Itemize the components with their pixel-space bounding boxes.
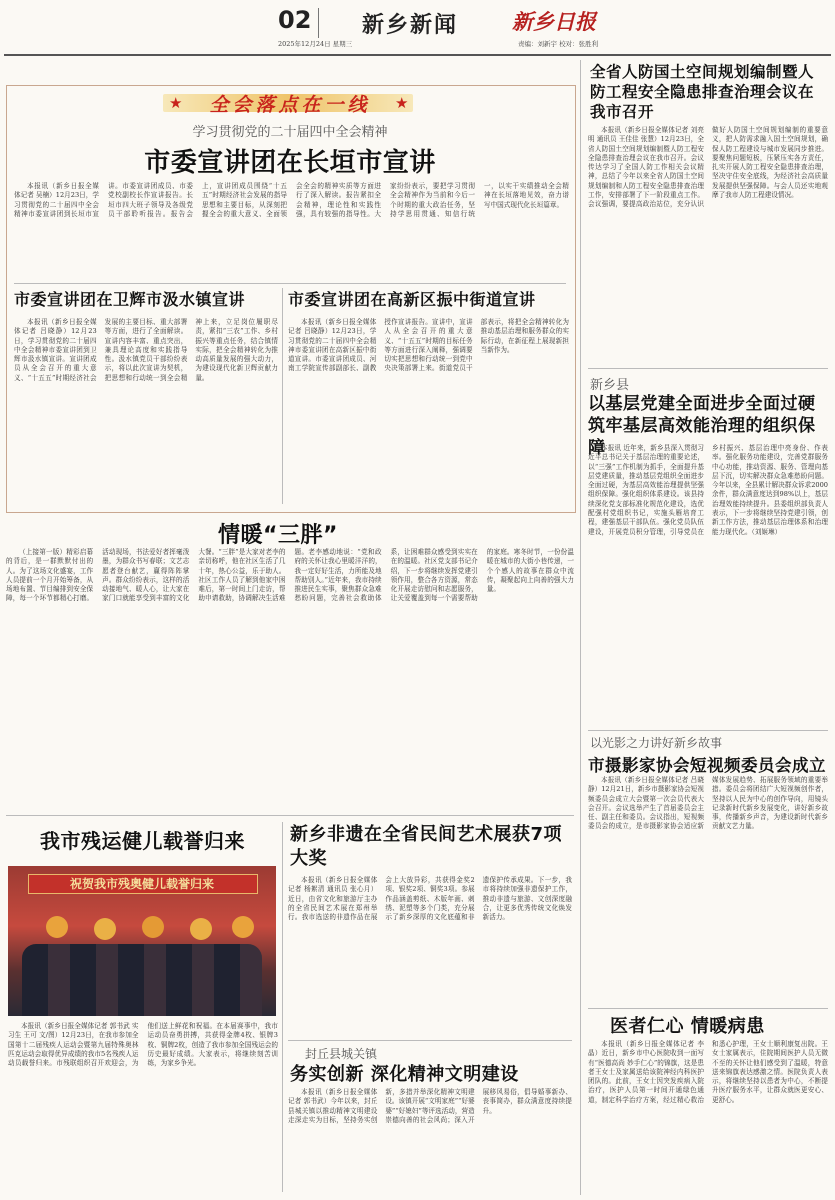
section-title: 新乡新闻 [362,13,459,38]
a10-kicker: 以光影之力讲好新乡故事 [590,736,723,750]
divider [14,283,566,284]
people-silhouette [22,944,262,1016]
a1-body: 本报讯（新乡日报全媒体记者 吴楠）12月23日，学习贯彻党的二十届四中全会精神市委宣讲团到长垣市宣讲。市委宣讲团成员、市委党校副校长作宣讲报告。长垣市四大班子领导及各级党员干部聆听报告。报告会上，宣讲团成员围绕“十五五”时期经济社会发展的指导思想和主要目标，从深刻把握全会的重大意义、全面领会全会的精神实质等方面进行了深入解读。报告紧扣全会精神，理论性和实践性强，具有较强的指导性。大家纷纷表示，要把学习贯彻全会精神作为当前和今后一个时期的重大政治任务，坚持学思用贯通、知信行统一，以实干实绩推动全会精神在长垣落地见效，奋力谱写中国式现代化长垣篇章。 [14,182,569,218]
divider [588,1008,828,1009]
divider [588,730,828,731]
a8-headline: 全省人防国土空间规划编制暨人防工程安全隐患排查治理会议在我市召开 [590,63,815,121]
masthead [0,0,835,48]
header-rule [4,54,831,56]
a7-body: 本报讯（新乡日报全媒体记者 郭书武）今年以来，封丘县城关镇以推动精神文明建设走深走实为目标，坚持务实创新，多措并举深化精神文明建设。该镇开展“文明家庭”“好婆婆”“好媳妇”等评选活动，营造崇德向善的社会风尚；深入开展移风易俗，倡导婚事新办、丧事简办，群众满意度持续提升。 [288,1088,572,1124]
banner-star-icon-right: ★ [395,94,409,112]
divider [288,1040,572,1041]
flower-icon [142,916,164,938]
a2-body: 本报讯（新乡日报全媒体记者 吕晓静）12月23日，学习贯彻党的二十届四中全会精神市委宣讲团到卫辉市汲水镇宣讲。宣讲团成员从全会召开的重大意义、“十五五”时期经济社会发展的主要目标、重大部署等方面，进行了全面解读。宣讲内容丰富、重点突出，兼具理论高度和实践指导性。汲水镇党员干部纷纷表示，将以此次宣讲为契机，把思想和行动统一到全会精神上来，立足岗位履职尽责，紧扣“三农”工作、乡村振兴等重点任务，结合镇情实际，把全会精神转化为推动高质量发展的强大动力，为建设现代化新卫辉贡献力量。 [14,318,278,382]
a4-headline: 情暖“三胖” [218,523,338,548]
a3-body: 本报讯（新乡日报全媒体记者 吕晓静）12月23日，学习贯彻党的二十届四中全会精神市委宣讲团在高新区振中街道宣讲。市委宣讲团成员、河南工学院宣传部副部长、副教授作宣讲报告。宣讲中，宣讲人从全会召开的重大意义、“十五五”时期的目标任务等方面进行深入阐释，强调要切实把思想和行动统一到党中央决策部署上来。街道党员干部表示，将把全会精神转化为推动基层治理和服务群众的实际行动，在新征程上展现新担当新作为。 [288,318,569,373]
issue-date: 2025年12月24日 星期三 [278,40,353,48]
a6-body: 本报讯（新乡日报全媒体记者 杨絮清 通讯员 张心月）近日，由省文化和旅游厅主办的全省民间艺术展在郑州举行。我市选送的非遗作品在展会上大放异彩，共获得金奖2项、银奖2项、铜奖3项。参展作品涵盖剪纸、木版年画、刺绣、泥塑等多个门类，充分展示了新乡深厚的文化底蕴和非遗保护传承成果。下一步，我市将持续加强非遗保护工作，推动非遗与旅游、文创深度融合，让更多优秀传统文化焕发新活力。 [288,876,572,922]
a1-headline: 市委宣讲团在长垣市宣讲 [144,148,436,178]
divider [6,815,574,816]
a8-body: 本报讯（新乡日报全媒体记者 刘亮明 通讯员 王佳佳 张慧）12月23日，全省人防国土空间规划编制暨人防工程安全隐患排查治理会议在我市召开。会议传达学习了全国人防工作相关会议精神，总结了今年以来全省人防国土空间规划编制和人防工程安全隐患排查治理工作，安排部署了下一阶段重点工作。会议强调，要提高政治站位，充分认识做好人防国土空间规划编制的重要意义，把人防需求融入国土空间规划，确保人防工程建设与城市发展同步推进。要聚焦问题短板，压紧压实各方责任，扎实开展人防工程安全隐患排查治理，坚决守住安全底线，为经济社会高质量发展提供坚强保障。与会人员还实地观摩了我市人防工程建设情况。 [588,126,828,209]
page-number: 02 [278,6,312,34]
a11-headline: 医者仁心 情暖病患 [610,1016,765,1037]
a7-kicker: 封丘县城关镇 [305,1047,378,1061]
a9-body: 本报讯 近年来，新乡县深入贯彻习近平总书记关于基层治理的重要论述，以“三强”工作机制为抓手，全面提升基层党建质量，推动基层党组织全面进步全面过硬，为基层高效能治理提供坚强组织保障。强化组织体系建设。该县持续深化党支部标准化规范化建设，选优配强村党组织书记，实施头雁培育工程，建强基层干部队伍。强化党员队伍建设，开展党员积分管理，引导党员在乡村振兴、基层治理中亮身份、作表率。强化服务功能建设，完善党群服务中心功能，推动资源、服务、管理向基层下沉，切实解决群众急难愁盼问题。今年以来，全县累计解决群众诉求2000余件，群众满意度达到98%以上，基层治理效能持续提升。县委组织部负责人表示，下一步将继续坚持党建引领，创新工作方法，推动基层治理体系和治理能力现代化。（刘姬琳） [588,444,828,536]
divider [588,368,828,369]
header-divider [318,8,319,38]
a2-headline: 市委宣讲团在卫辉市汲水镇宣讲 [14,290,246,309]
a9-headline: 以基层党建全面进步全面过硬筑牢基层高效能治理的组织保障 [588,394,816,458]
flower-icon [94,918,116,940]
a6-headline: 新乡非遗在全省民间艺术展获7项大奖 [290,824,563,869]
banner-star-icon: ★ [169,94,183,112]
a5-photo [8,866,276,1016]
banner-text: 全会落点在一线 [209,94,371,116]
flower-icon [232,916,254,938]
a5-headline: 我市残运健儿载誉归来 [40,829,245,853]
divider [282,822,283,1192]
photo-banner-text: 祝贺我市残奥健儿载誉归来 [69,877,214,891]
a9-kicker: 新乡县 [590,378,630,393]
a4-body: （上接第一版）精彩启幕的背后，是一群默默付出的人。为了这场文化盛宴，工作人员提前一个月开始筹备，从场地布置、节目编排到安全保障，每一个环节都精心打磨。活动现场，书法爱好者挥毫泼墨，为群众书写春联；文艺志愿者登台献艺，赢得阵阵掌声。群众纷纷表示，这样的活动接地气、暖人心，让大家在家门口就能享受到丰富的文化大餐。“三胖”是大家对老李的亲切称呼，他在社区生活了几十年，热心公益，乐于助人。社区工作人员了解到他家中困难后，第一时间上门走访，帮助申请救助，协调解决生活难题。老李感动地说：“党和政府的关怀让我心里暖洋洋的，我一定好好生活，力所能及地帮助别人。”近年来，我市持续推进民生实事，聚焦群众急难愁盼问题，完善社会救助体系，让困难群众感受到实实在在的温暖。社区党支部书记介绍，下一步将继续发挥党建引领作用，整合各方资源，常态化开展走访慰问和志愿服务，让关爱覆盖到每一个需要帮助的家庭。寒冬时节，一份份温暖在城市的大街小巷传递，一个个感人的故事在群众中流传，凝聚起向上向善的强大力量。 [6,548,574,603]
a10-body: 本报讯（新乡日报全媒体记者 吕晓静）12月21日，新乡市摄影家协会短视频委员会成立大会暨第一次会员代表大会召开。会议选举产生了首届委员会主任、副主任和委员。会议指出，短视频委员会的成立，是市摄影家协会适应新媒体发展趋势、拓展服务领域的重要举措。委员会将团结广大短视频创作者，坚持以人民为中心的创作导向，用镜头记录新时代新乡发展变化，讲好新乡故事，传播新乡声音，为建设新时代新乡贡献文艺力量。 [588,776,828,831]
a3-headline: 市委宣讲团在高新区振中街道宣讲 [288,290,536,309]
divider [282,288,283,504]
flower-icon [46,916,68,938]
column-divider [580,60,581,1195]
a5-body: 本报讯（新乡日报全媒体记者 郭书武 实习生 王可 文/图）12月23日，在我市参加全国第十二届残疾人运动会暨第九届特殊奥林匹克运动会取得优异成绩的我市5名残疾人运动员载誉归来。市残联组织召开欢迎会，为他们送上鲜花和祝福。在本届赛事中，我市运动员奋勇拼搏，共获得金牌4枚、银牌3枚、铜牌2枚，创造了我市参加全国残运会的历史最好成绩。大家表示，将继续刻苦训练，为家乡争光。 [8,1022,278,1068]
banner [163,90,413,116]
newspaper-logo: 新乡日报 [512,9,596,34]
a1-kicker: 学习贯彻党的二十届四中全会精神 [192,125,388,140]
a10-headline: 市摄影家协会短视频委员会成立 [588,756,826,775]
a7-headline: 务实创新 深化精神文明建设 [290,1064,519,1085]
editor-credits: 责编：刘新宇 校对：张胜利 [518,40,599,48]
flower-icon [190,918,212,940]
a11-body: 本报讯（新乡日报全媒体记者 李晶）近日，新乡市中心医院收到一面写有“医德高尚 妙手仁心”的锦旗，这是患者王女士及家属送给该院神经内科医护团队的。此前，王女士因突发疾病入院治疗，医护人员第一时间开通绿色通道，制定科学治疗方案，经过精心救治和悉心护理，王女士顺利康复出院。王女士家属表示，住院期间医护人员无微不至的关怀让他们感受到了温暖，特意送来锦旗表达感激之情。医院负责人表示，将继续坚持以患者为中心，不断提升医疗服务水平，让群众就医更安心、更舒心。 [588,1040,828,1104]
